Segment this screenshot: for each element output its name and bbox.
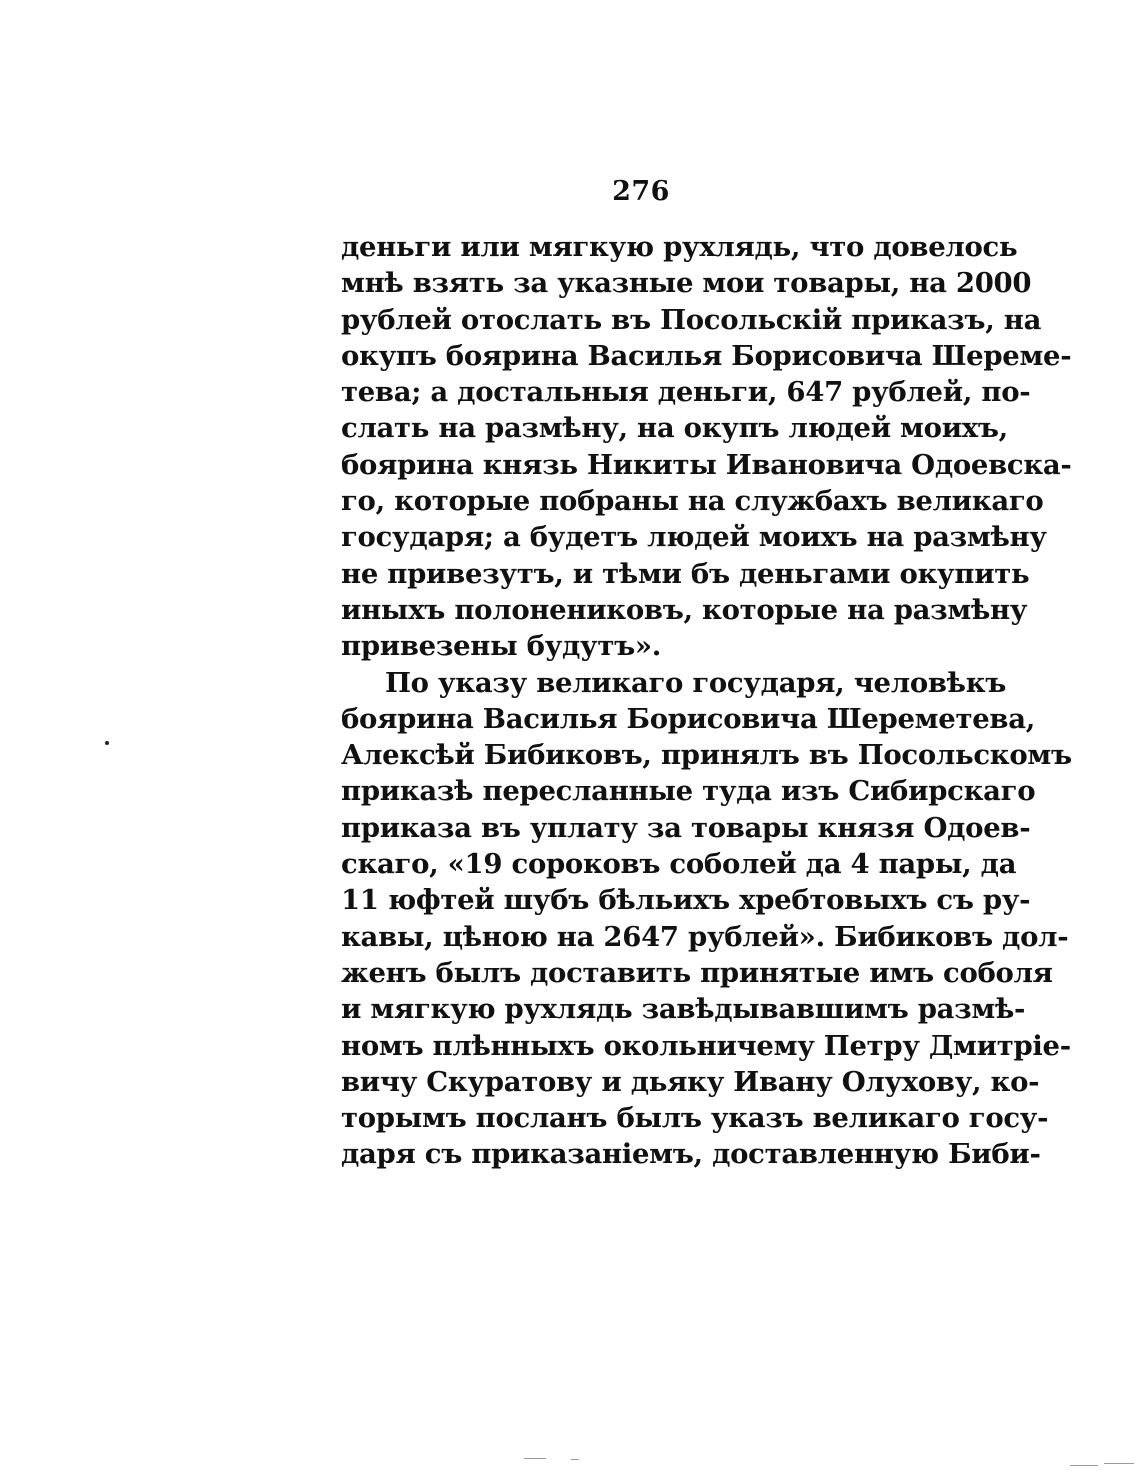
text-line: номъ плѣнныхъ окольничему Петру Дмитріе-: [341, 1029, 1071, 1062]
text-line: государя; а будетъ людей моихъ на размѣну: [341, 521, 1047, 554]
text-line: иныхъ полонениковъ, которые на размѣну: [341, 593, 1028, 626]
text-line: го, которые побраны на службахъ великаго: [341, 485, 1044, 518]
text-line: и мягкую рухлядь завѣдывавшимъ размѣ-: [341, 993, 1026, 1026]
scan-mark: [1070, 1465, 1098, 1466]
text-line: не привезутъ, и тѣми бъ деньгами окупить: [341, 557, 1030, 590]
text-line: тева; а достальныя деньги, 647 рублей, по-: [341, 376, 1031, 409]
page-number: 276: [612, 176, 670, 207]
text-line: мнѣ взять за указные мои товары, на 2000: [341, 267, 1032, 300]
text-line: приказа въ уплату за товары князя Одоев-: [341, 811, 1031, 844]
scan-mark: [571, 1459, 579, 1460]
text-line: привезены будутъ».: [341, 630, 662, 663]
text-line: слать на размѣну, на окупъ людей моихъ,: [341, 412, 1008, 445]
text-line: окупъ боярина Василья Борисовича Шереме-: [341, 339, 1072, 372]
text-line: боярина князь Никиты Ивановича Одоевска-: [341, 448, 1072, 481]
text-line: По указу великаго государя, человѣкъ: [385, 666, 1007, 699]
text-line: вичу Скуратову и дьяку Ивану Олухову, ко-: [341, 1065, 1040, 1098]
scan-mark: [524, 1458, 546, 1459]
text-line: Алексѣй Бибиковъ, принялъ въ Посольскомъ: [341, 739, 1072, 772]
text-line: рублей отослать въ Посольскій приказъ, на: [341, 303, 1042, 336]
body-text: [341, 229, 1072, 1173]
scan-mark: [1104, 1463, 1134, 1464]
text-line: кавы, цѣною на 2647 рублей». Бибиковъ дол-: [341, 920, 1069, 953]
text-line: даря съ приказаніемъ, доставленную Биби-: [341, 1138, 1041, 1171]
text-line: 11 юфтей шубъ бѣльихъ хребтовыхъ съ ру-: [341, 884, 1031, 917]
scan-speck: [105, 741, 109, 745]
text-line: торымъ посланъ былъ указъ великаго госу-: [341, 1102, 1049, 1135]
text-line: приказѣ пересланные туда изъ Сибирскаго: [341, 775, 1036, 808]
text-line: скаго, «19 сороковъ соболей да 4 пары, да: [341, 848, 1017, 881]
text-line: женъ былъ доставить принятые имъ соболя: [341, 956, 1053, 989]
text-line: боярина Василья Борисовича Шереметева,: [341, 702, 1035, 735]
text-line: деньги или мягкую рухлядь, что довелось: [341, 231, 1018, 263]
